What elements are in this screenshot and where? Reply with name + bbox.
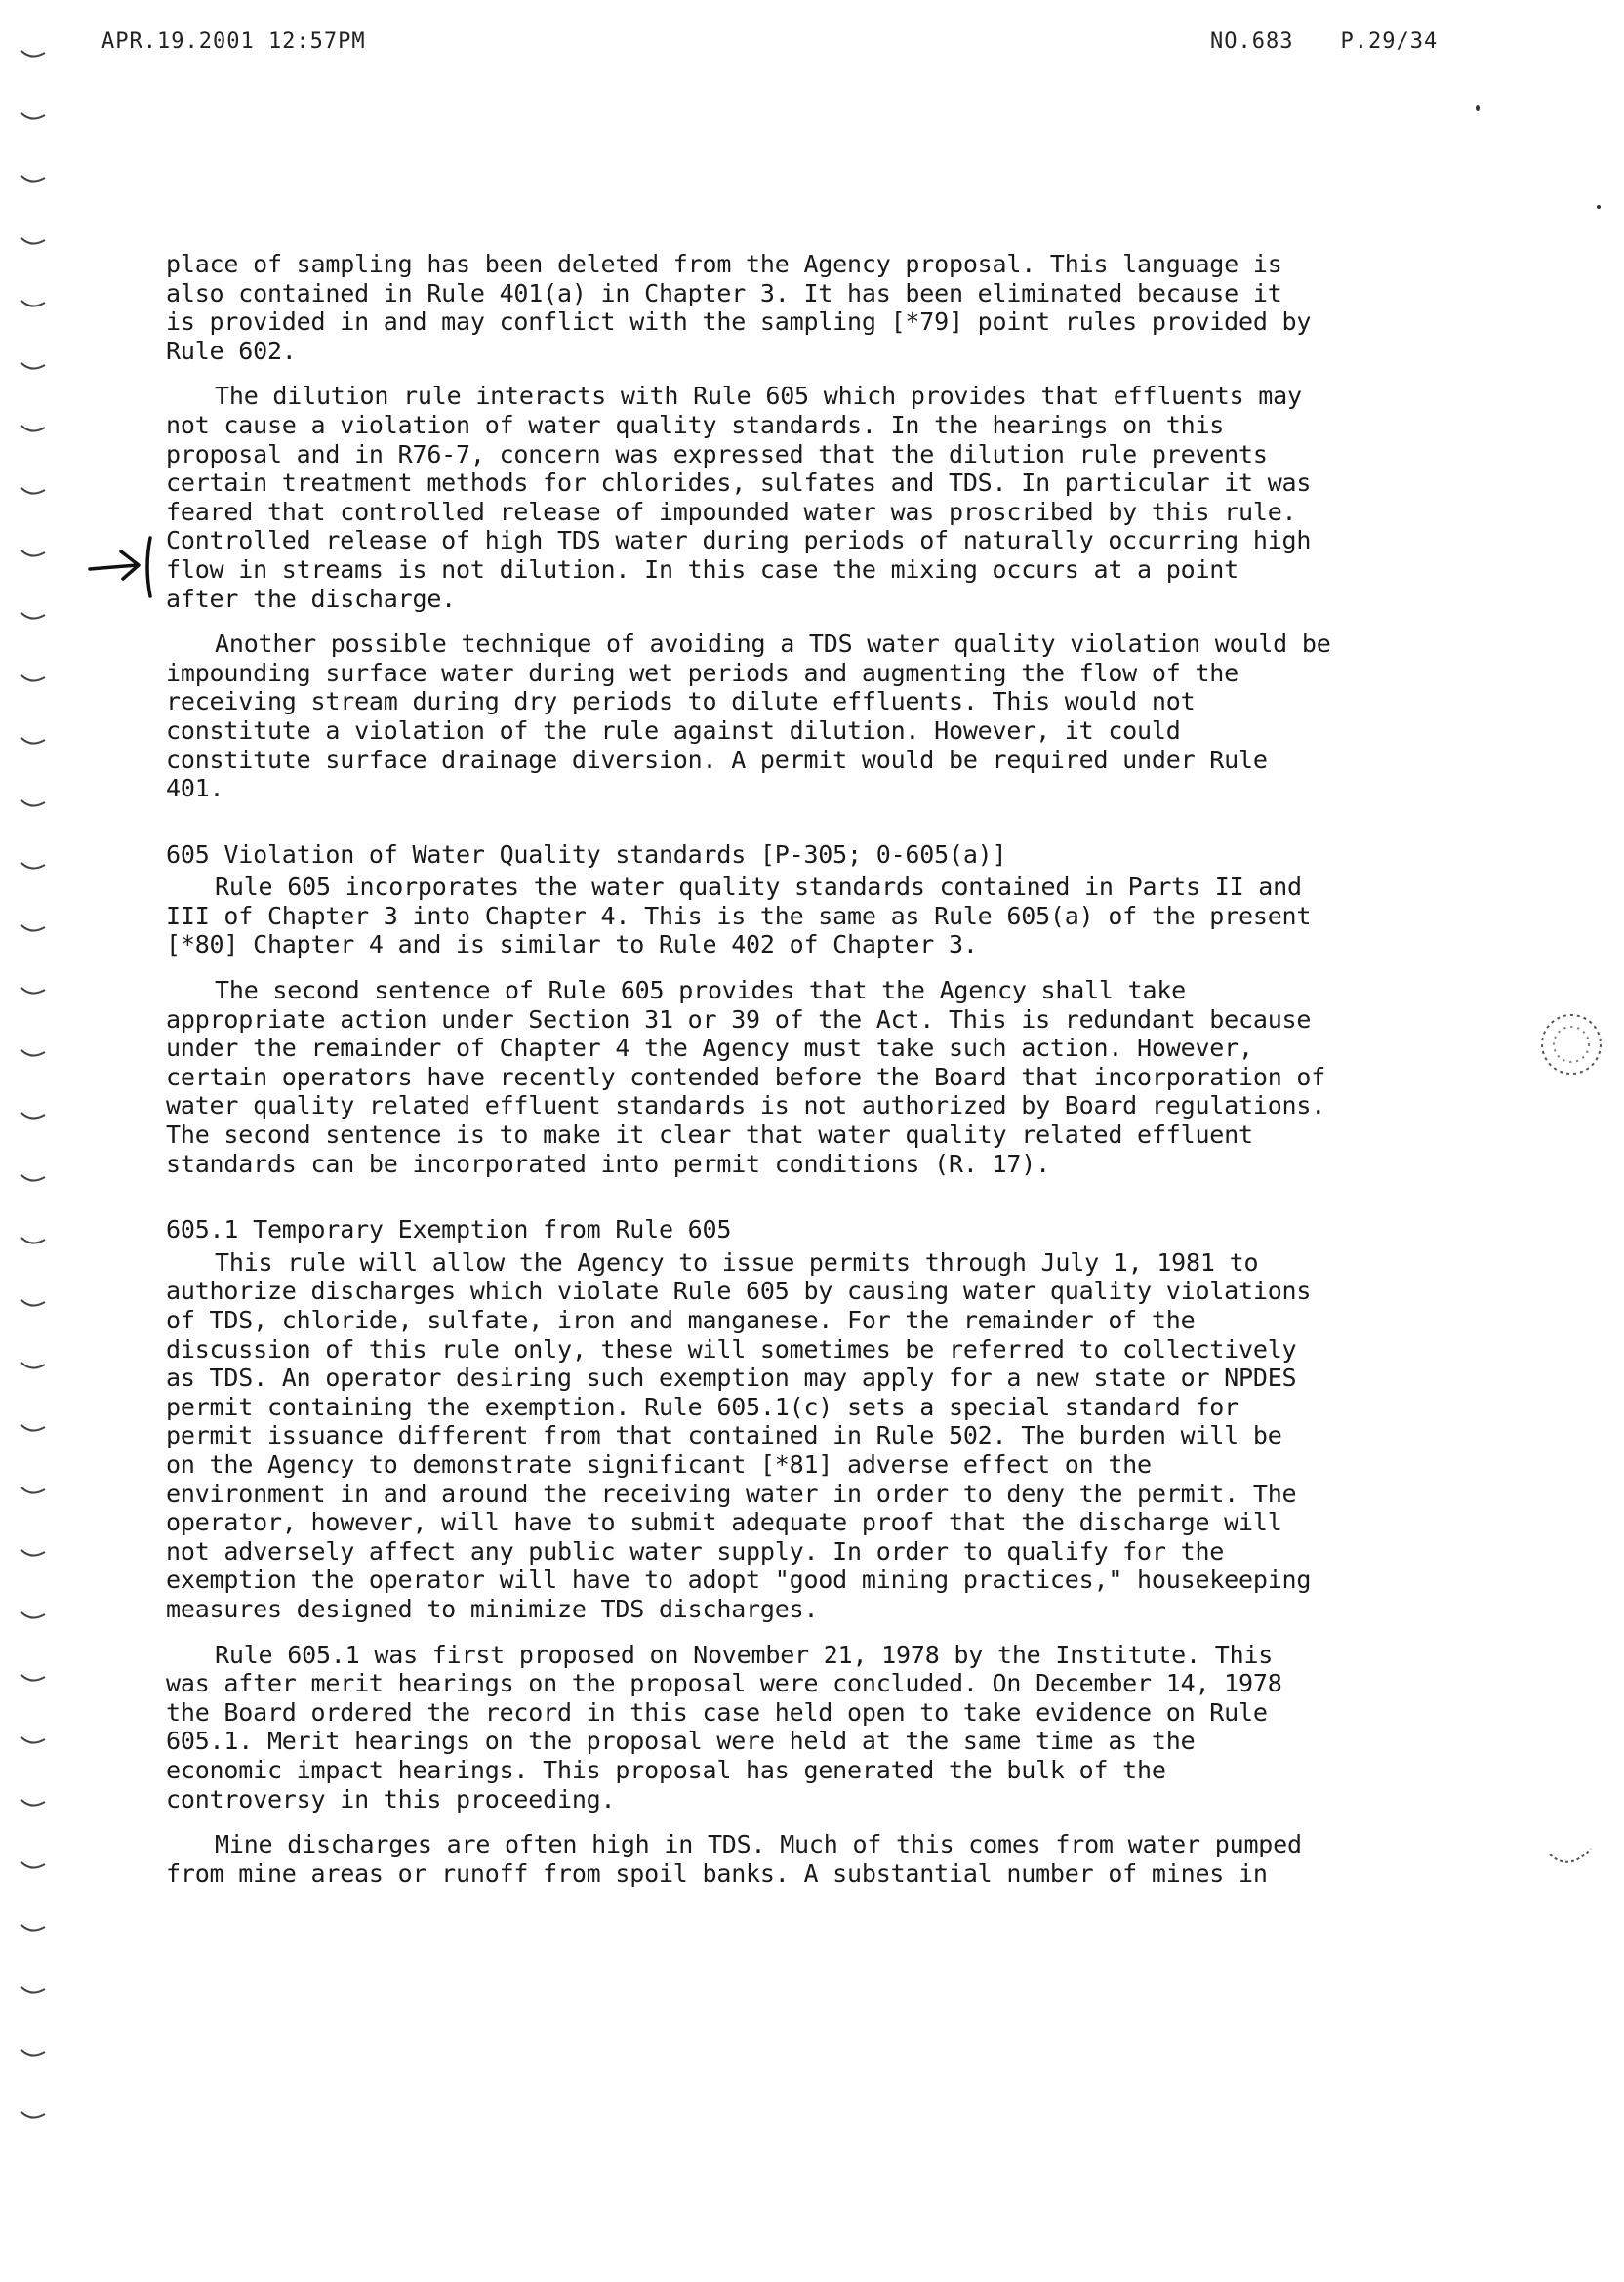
fax-date-time: APR.19.2001 12:57PM <box>102 29 366 54</box>
document-body <box>166 250 1464 1904</box>
paragraph: Mine discharges are often high in TDS. Much of this comes from water pumped from mine areas or runoff from spoil banks. A substantial number of mines in <box>166 1830 1302 1888</box>
section-heading-605: 605 Violation of Water Quality standards [P-305; 0-605(a)] <box>166 839 1007 869</box>
section-heading-605-1: 605.1 Temporary Exemption from Rule 605 <box>166 1215 732 1244</box>
binding-marks <box>18 39 57 2167</box>
paragraph: Rule 605 incorporates the water quality standards contained in Parts II and III of Chapter 3 into Chapter 4. This is the same as Rule 605(a) of the present [*80] Chapter 4 and is similar to Rule 402 of Chapter 3. <box>166 873 1312 959</box>
paragraph: The second sentence of Rule 605 provides that the Agency shall take appropriate action under Section 31 or 39 of the Act. This is redundant because under the remainder of Chapter 4 the Agency must take such action. However, certain operators have recently contended before the Board that incorporation of water quality related effluent standards is not authorized by Board regulations. The second sentence is to make it clear that water quality related effluent standards can be incorporated into permit conditions (R. 17). <box>166 976 1326 1178</box>
scan-mark-icon <box>1540 1815 1599 1874</box>
fax-page-number: P.29/34 <box>1340 29 1439 54</box>
fax-page-info <box>1210 29 1484 54</box>
paragraph: place of sampling has been deleted from the Agency proposal. This language is also contained in Rule 401(a) in Chapter 3. It has been eliminated because it is provided in and may conflict with the sampling [*79] point rules provided by Rule 602. <box>166 250 1312 365</box>
fax-number: NO.683 <box>1210 29 1294 54</box>
paragraph: Rule 605.1 was first proposed on November 21, 1978 by the Institute. This was after merit hearings on the proposal were concluded. On December 14, 1978 the Board ordered the record in this case held open to take evidence on Rule 605.1. Merit hearings on the proposal were held at the same time as the economic impact hearings. This proposal has generated the bulk of the controversy in this proceeding. <box>166 1640 1282 1813</box>
scan-speck <box>1597 205 1601 209</box>
handwritten-arrow-icon <box>88 532 158 600</box>
paragraph: The dilution rule interacts with Rule 605 which provides that effluents may not cause a violation of water quality standards. In the hearings on this proposal and in R76-7, concern was expressed that the dilution rule prevents certain treatment methods for chlorides, sulfates and TDS. In particular it was feared that controlled release of impounded water was proscribed by this rule. Controlled release of high TDS water during periods of naturally occurring high flow in streams is not dilution. In this case the mixing occurs at a point after the discharge. <box>166 382 1312 613</box>
scan-speck <box>1476 105 1480 111</box>
paragraph: This rule will allow the Agency to issue permits through July 1, 1981 to authorize discharges which violate Rule 605 by causing water quality violations of TDS, chloride, sulfate, iron and manganese. For the remainder of the discussion of this rule only, these will sometimes be referred to collectively as TDS. An operator desiring such exemption may apply for a new state or NPDES permit containing the exemption. Rule 605.1(c) sets a special standard for permit issuance different from that contained in Rule 502. The burden will be on the Agency to demonstrate significant [*81] adverse effect on the environment in and around the receiving water in order to deny the permit. The operator, however, will have to submit adequate proof that the discharge will not adversely affect any public water supply. In order to qualify for the exemption the operator will have to adopt "good mining practices," housekeeping measures designed to minimize TDS discharges. <box>166 1247 1312 1623</box>
paragraph: Another possible technique of avoiding a TDS water quality violation would be impounding surface water during wet periods and augmenting the flow of the receiving stream during dry periods to dilute effluents. This would not constitute a violation of the rule against dilution. However, it could constitute surface drainage diversion. A permit would be required under Rule 401. <box>166 630 1331 803</box>
punch-hole-mark-icon <box>1534 1007 1608 1081</box>
